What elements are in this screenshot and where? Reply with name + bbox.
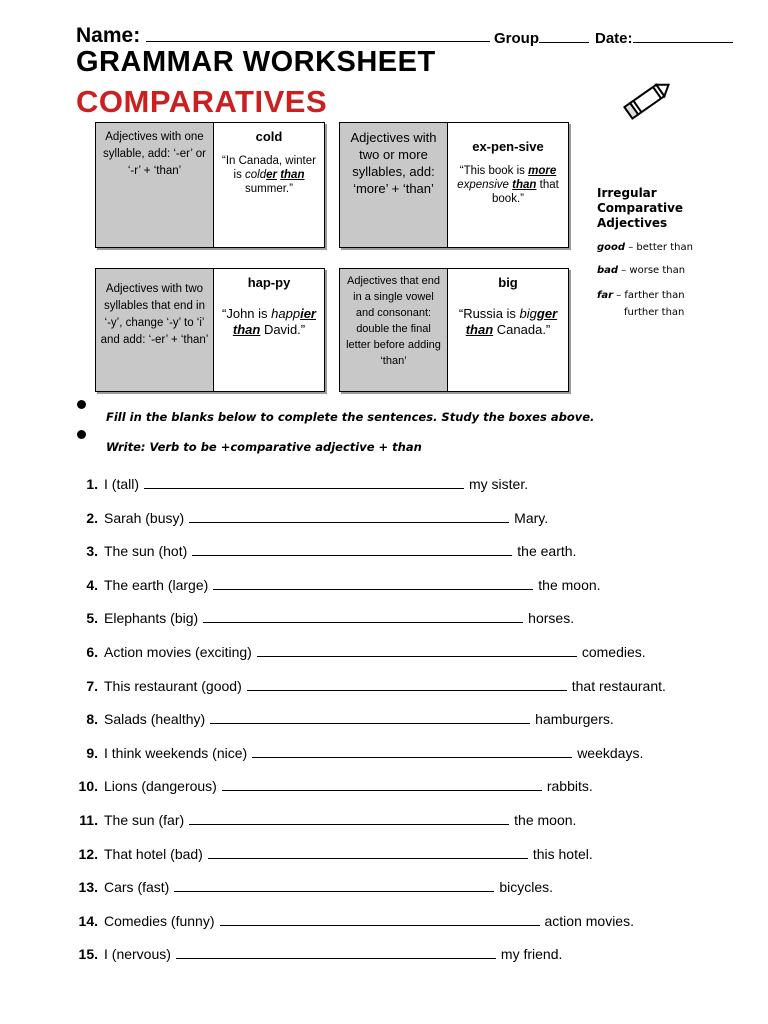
exercise-row bbox=[70, 577, 601, 593]
exercise-number: 11. bbox=[79, 812, 98, 828]
answer-blank[interactable] bbox=[144, 477, 464, 489]
irregular-item-bad: bad – worse than bbox=[597, 265, 686, 276]
group-label: Group bbox=[494, 30, 539, 47]
exercise-row bbox=[70, 678, 666, 694]
example-word: big bbox=[498, 275, 518, 290]
answer-blank[interactable] bbox=[203, 611, 523, 623]
exercise-number: 12. bbox=[78, 845, 98, 862]
exercise-number: 1. bbox=[86, 476, 98, 492]
exercise-ending: rabbits. bbox=[546, 778, 593, 795]
exercise-number: 2. bbox=[86, 509, 98, 526]
exercise-prompt: Sarah (busy) bbox=[104, 509, 185, 526]
exercise-prompt: Comedies (funny) bbox=[104, 912, 215, 929]
group-date-fields bbox=[494, 30, 733, 47]
exercise-row bbox=[70, 644, 646, 660]
exercise-prompt: The sun (far) bbox=[104, 812, 185, 828]
answer-blank[interactable] bbox=[247, 679, 567, 691]
answer-blank[interactable] bbox=[252, 746, 572, 758]
name-line[interactable] bbox=[146, 25, 490, 42]
exercise-row bbox=[70, 946, 562, 962]
exercise-number: 14. bbox=[78, 912, 98, 929]
exercise-number: 13. bbox=[78, 879, 98, 896]
answer-blank[interactable] bbox=[220, 914, 540, 926]
exercise-ending: bicycles. bbox=[499, 879, 554, 896]
exercise-prompt: Cars (fast) bbox=[104, 879, 170, 896]
exercise-row bbox=[70, 476, 528, 492]
exercise-number: 7. bbox=[86, 677, 98, 694]
example-word: hap-py bbox=[247, 275, 291, 290]
example-word: cold bbox=[255, 129, 283, 144]
example-sentence: “Russia is bigger than Canada.” bbox=[458, 306, 558, 337]
exercise-ending: that restaurant. bbox=[571, 677, 666, 694]
exercise-row bbox=[70, 510, 548, 526]
exercise-ending: Mary. bbox=[514, 509, 549, 526]
page-title: GRAMMAR WORKSHEET bbox=[76, 46, 436, 78]
exercise-ending: the moon. bbox=[538, 576, 601, 593]
exercise-row bbox=[70, 846, 593, 862]
exercise-prompt: I think weekends (nice) bbox=[104, 744, 248, 761]
exercise-prompt: The earth (large) bbox=[104, 576, 209, 593]
instruction-1: Fill in the blanks below to complete the sentences. Study the boxes above. bbox=[106, 410, 595, 424]
irregular-item-far: far – farther than bbox=[597, 290, 685, 301]
exercise-row bbox=[70, 610, 574, 626]
date-label: Date: bbox=[595, 30, 633, 47]
exercise-prompt: The sun (hot) bbox=[104, 543, 188, 560]
answer-blank[interactable] bbox=[192, 544, 512, 556]
answer-blank[interactable] bbox=[257, 645, 577, 657]
exercise-ending: the earth. bbox=[517, 543, 577, 560]
exercise-ending: my sister. bbox=[469, 476, 529, 492]
rule-text: Adjectives with one syllable, add: ‘-er’ or ‘-r’ + ‘than’ bbox=[96, 123, 214, 247]
exercise-row bbox=[70, 745, 643, 761]
exercise-number: 8. bbox=[86, 711, 98, 728]
answer-blank[interactable] bbox=[189, 813, 509, 825]
answer-blank[interactable] bbox=[174, 880, 494, 892]
exercise-ending: horses. bbox=[528, 610, 575, 627]
pencil-icon bbox=[620, 78, 674, 124]
answer-blank[interactable] bbox=[176, 947, 496, 959]
exercise-row bbox=[70, 778, 593, 794]
instruction-2: Write: Verb to be +comparative adjective + than bbox=[106, 440, 422, 454]
exercise-number: 5. bbox=[86, 610, 98, 627]
irregular-item-far-extra: further than bbox=[624, 307, 685, 318]
exercise-prompt: Salads (healthy) bbox=[104, 711, 206, 728]
answer-blank[interactable] bbox=[213, 578, 533, 590]
rule-box-double-consonant bbox=[339, 268, 569, 392]
exercise-row bbox=[70, 711, 614, 727]
exercise-row bbox=[70, 812, 576, 828]
rule-text: Adjectives that end in a single vowel and consonant: double the final letter before adding ‘than’ bbox=[340, 269, 448, 391]
example-panel bbox=[448, 269, 568, 391]
bullet-icon bbox=[77, 430, 86, 439]
exercise-prompt: I (tall) bbox=[104, 476, 139, 492]
rule-box-multi-syllable bbox=[339, 122, 569, 248]
answer-blank[interactable] bbox=[208, 847, 528, 859]
example-sentence: “In Canada, winter is colder than summer.” bbox=[222, 155, 316, 195]
rule-box-one-syllable bbox=[95, 122, 325, 248]
exercise-prompt: Lions (dangerous) bbox=[104, 778, 217, 795]
exercise-prompt: That hotel (bad) bbox=[104, 845, 203, 862]
answer-blank[interactable] bbox=[222, 779, 542, 791]
exercise-row bbox=[70, 913, 634, 929]
date-line[interactable] bbox=[633, 30, 733, 43]
name-field[interactable] bbox=[76, 24, 490, 48]
example-panel bbox=[214, 123, 324, 247]
exercise-number: 10. bbox=[78, 778, 98, 795]
exercise-prompt: This restaurant (good) bbox=[104, 677, 242, 694]
page-subtitle: COMPARATIVES bbox=[76, 84, 328, 119]
exercise-number: 4. bbox=[86, 576, 98, 593]
exercise-ending: my friend. bbox=[500, 946, 563, 963]
exercise-number: 6. bbox=[86, 644, 98, 660]
exercise-prompt: Action movies (exciting) bbox=[104, 644, 252, 660]
exercise-ending: action movies. bbox=[544, 912, 634, 929]
group-line[interactable] bbox=[539, 30, 589, 43]
exercise-row bbox=[70, 543, 576, 559]
exercise-prompt: I (nervous) bbox=[104, 946, 171, 963]
rule-box-y-ending bbox=[95, 268, 325, 392]
answer-blank[interactable] bbox=[189, 511, 509, 523]
example-panel bbox=[214, 269, 324, 391]
exercise-ending: hamburgers. bbox=[535, 711, 614, 728]
example-word: ex-pen-sive bbox=[472, 139, 544, 154]
exercise-row bbox=[70, 879, 553, 895]
name-label: Name: bbox=[76, 24, 141, 47]
irregular-item-good: good – better than bbox=[597, 242, 693, 253]
rule-text: Adjectives with two or more syllables, add: ‘more’ + ‘than’ bbox=[340, 123, 448, 247]
example-sentence: “This book is more expensive than that book.” bbox=[457, 165, 559, 205]
exercise-ending: the moon. bbox=[514, 812, 577, 828]
exercise-ending: this hotel. bbox=[532, 845, 593, 862]
exercise-number: 9. bbox=[86, 744, 98, 761]
exercise-number: 15. bbox=[78, 946, 98, 963]
example-sentence: “John is happier than David.” bbox=[222, 306, 316, 337]
example-panel bbox=[448, 123, 568, 247]
bullet-icon bbox=[77, 400, 86, 409]
exercise-ending: weekdays. bbox=[577, 744, 644, 761]
exercise-ending: comedies. bbox=[581, 644, 646, 660]
exercise-number: 3. bbox=[86, 543, 98, 560]
irregular-title: Irregular Comparative Adjectives bbox=[597, 186, 684, 230]
answer-blank[interactable] bbox=[210, 712, 530, 724]
exercise-prompt: Elephants (big) bbox=[104, 610, 199, 627]
rule-text: Adjectives with two syllables that end in ‘-y’, change ‘-y’ to ‘i’ and add: ‘-er’ + ‘than’ bbox=[96, 269, 214, 391]
